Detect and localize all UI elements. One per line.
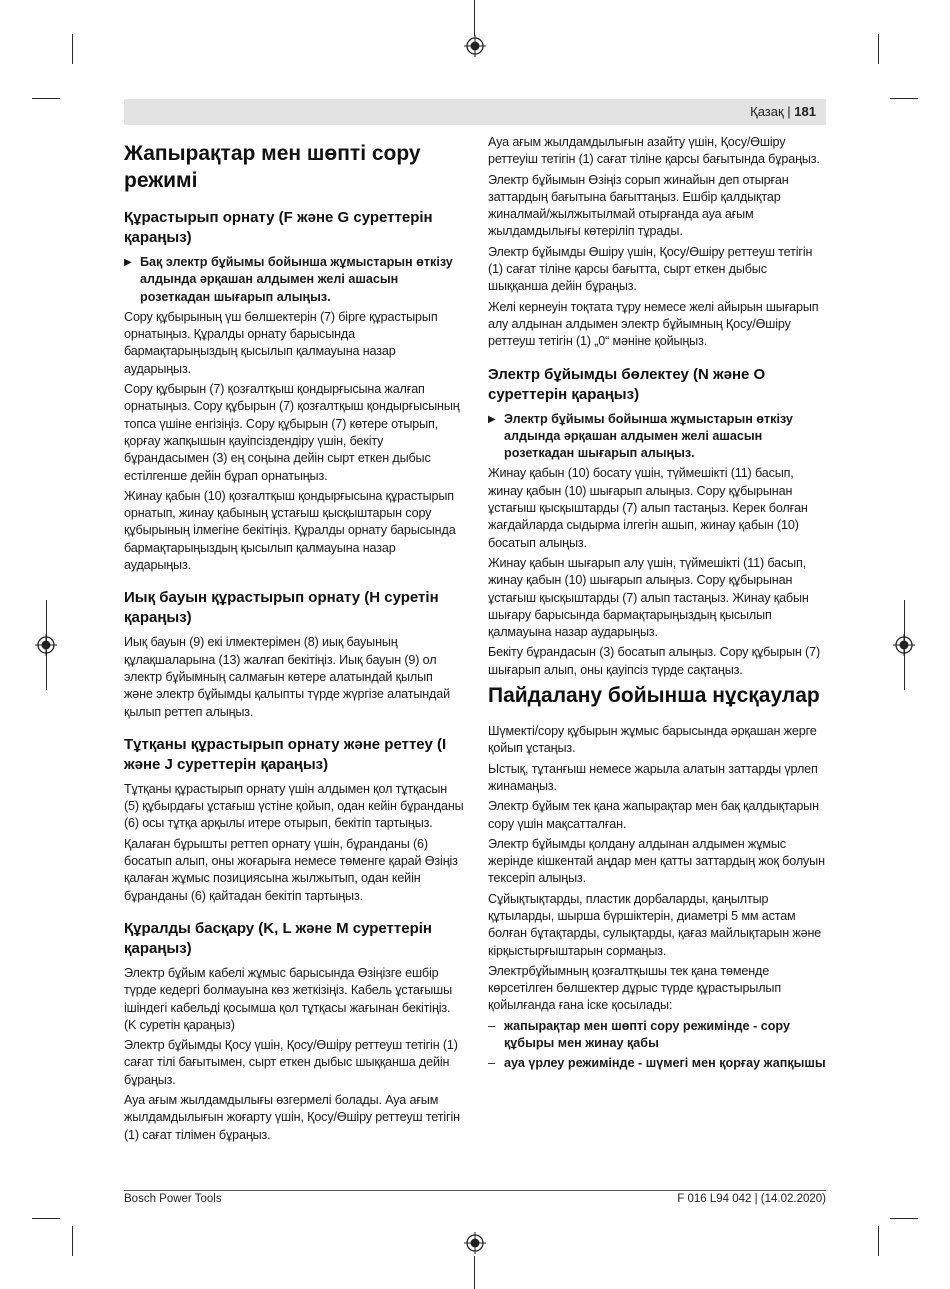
body-paragraph: Сору құбырының үш бөлшектерін (7) бірге құрастырып орнатыңыз. Құралды орнату барысында бармақтарыңыздың қысылып қалмауына назар аударыңыз. [124, 309, 438, 376]
registration-mark-icon [35, 634, 57, 656]
body-paragraph: Тұтқаны құрастырып орнату үшін алдымен қол тұтқасын (5) құбырдағы ұстағыш үстіне қойып, одан кейін бұранданы (6) осы тұтқа арқылы итере отырып, бекітіп тартыңыз. [124, 781, 464, 831]
page-header [124, 99, 826, 125]
body-paragraph: Сұйықтықтарды, пластик дорбаларды, қаңылтыр құтыларды, шырша бүршіктерін, диаметрі 5 мм астам болған бұтақтарды, сулықтарды, қағаз майлықтарын және кірқыстырғыштарын сормаңыз. [488, 891, 822, 958]
right-column [488, 134, 828, 1075]
dash-list-item [488, 1018, 828, 1053]
header-text: Қазақ | 181 [750, 104, 816, 119]
body-paragraph: Электр бұйымын Өзіңіз сорып жинайын деп отырған заттардың бағытына бағыттаңыз. Ешбір қалдықтар жиналмай/жылжытылмай отырғанда ауа ағым жылдамдылығы көтеріліп тұрады. [488, 172, 789, 239]
dash-list-item [488, 1055, 828, 1072]
section-heading: Пайдалану бойынша нұсқаулар [488, 684, 820, 708]
crop-mark [878, 34, 879, 64]
warning-item [488, 411, 828, 463]
body-paragraph: Жинау қабын (10) қозғалтқыш қондырғысына құрастырып орнатып, жинау қабының ұстағыш қысқыштарын сору құбырының ілмегіне бекітіңіз. Құралды орнату барысында бармақтарыңыздың қысылып қалмауына назар аударыңыз. [124, 488, 456, 573]
crop-mark [72, 34, 73, 64]
body-paragraph: Электр бұйымды Қосу үшін, Қосу/Өшіру реттеуш тетігін (1) сағат тілі бағытымен, сырт еткен дыбыс шыққанша дейін бұраңыз. [124, 1038, 458, 1087]
body-paragraph: Желі кернеуін тоқтата тұру немесе желі айырын шығарып алу алдынан алдымен электр бұйымның Қосу/Өшіру реттеуш тетігін (1) „0“ мәніне қойыңыз. [488, 299, 819, 349]
body-paragraph: Жинау қабын (10) босату үшін, түймешікті (11) басып, жинау қабын (10) шығарып алыңыз. Сору құбырынан ұстағыш қысқыштарды (7) алып тастаңыз. Керек болған жағдайларда сыдырма ілгегін ашып, жинау қабын (10) босатып алыңыз. [488, 466, 808, 550]
dash-bullet-icon: – [488, 1018, 496, 1033]
body-paragraph: Электр бұйым тек қана жапырақтар мен бақ қалдықтарын сору үшін мақсатталған. [488, 799, 819, 831]
footer-doc-id: F 016 L94 042 | (14.02.2020) [677, 1193, 826, 1205]
dash-bullet-icon: – [488, 1056, 496, 1071]
subsection-heading: Тұтқаны құрастырып орнату және реттеу (I және J суреттерін қараңыз) [124, 735, 447, 773]
header-language: Қазақ [750, 104, 784, 119]
body-paragraph: Электр бұйым кабелі жұмыс барысында Өзіңізге ешбір түрде кедергі болмауына көз жеткізіңіз. Кабель ұстағышы ішіндегі кабельді қосымша қол тұтқасы жағынан бекітіңіз. (K суретін қараңыз) [124, 965, 453, 1032]
crop-mark [890, 1218, 918, 1219]
footer-brand: Bosch Power Tools [124, 1193, 222, 1205]
subsection-heading: Құрастырып орнату (F және G суреттерін қараңыз) [124, 209, 433, 246]
body-paragraph: Электр бұйымды Өшіру үшін, Қосу/Өшіру реттеуш тетігін (1) сағат тіліне қарсы бағытта, сырт еткен дыбыс шыққанша дейін бұраңыз. [488, 244, 813, 294]
body-paragraph: Электрбұйымның қозғалтқышы тек қана төменде көрсетілген бөлшектер дұрыс түрде құрастырылып қойылғанда ғана іске қосылады: [488, 963, 781, 1013]
body-paragraph: Сору құбырын (7) қозғалтқыш қондырғысына жалғап орнатыңыз. Сору құбырын (7) қозғалтқыш қондырғысының топса үшіне енгізіңіз. Сору құбырын (7) көтере отырып, қорғау жапқышын қауіпсіздендіру үшін, бекіту бұрандасымен (3) ең соңына дейін сырт еткен дыбыс естілгенше дейін бұрап орнатыңыз. [124, 382, 460, 483]
list-item-text: жапырақтар мен шөпті сору режимінде - сору құбыры мен жинау қабы [504, 1018, 790, 1051]
body-paragraph: Электр бұйымды қолдану алдынан алдымен жұмыс жерінде кішкентай аңдар мен қатты заттардың жоқ болуын тексеріп алыңыз. [488, 836, 825, 886]
body-paragraph: Шүмекті/сору құбырын жұмыс барысында әрқашан жерге қойып ұстаңыз. [488, 724, 817, 756]
subsection-heading: Құралды басқару (K, L және M суреттерін қараңыз) [124, 919, 432, 957]
crop-mark [474, 1256, 475, 1289]
warning-text: Бақ электр бұйымы бойынша жұмыстарын өткізу алдында әрқашан алдымен желі ашасын розеткадан шығарып алыңыз. [140, 255, 453, 304]
body-paragraph: Иық бауын (9) екі ілмектерімен (8) иық бауының құлақшаларына (13) жалғап бекітіңіз. Иық бауын (9) ол электр бұйымның салмағын көтере алатындай қылып және электр бұйымды қалыпты түрде жүргізе алатындай қылып реттеп алыңыз. [124, 635, 450, 719]
warning-item [124, 254, 464, 306]
subsection-heading: Электр бұйымды бөлектеу (N және O суреттерін қараңыз) [488, 365, 766, 403]
crop-mark [32, 98, 60, 99]
body-paragraph: Ауа ағым жылдамдылығын азайту үшін, Қосу/Өшіру реттеуіш тетігін (1) сағат тіліне қарсы бағытында бұраңыз. [488, 135, 820, 167]
left-column [124, 140, 464, 1147]
crop-mark [474, 0, 475, 36]
registration-mark-icon [464, 35, 486, 57]
body-paragraph: Жинау қабын шығарып алу үшін, түймешікті (11) басып, жинау қабын (10) шығарып алыңыз. Сору құбырынан ұстағыш қысқыштарды (7) алып тастаңыз. Жинау қабын шығару барысында бармақтарыңыздың қысылып қалмауына назар аударыңыз. [488, 555, 809, 640]
section-heading: Жапырақтар мен шөпті сору режимі [124, 142, 421, 192]
crop-mark [32, 1218, 60, 1219]
crop-mark [72, 1226, 73, 1256]
registration-mark-icon [893, 634, 915, 656]
list-item-text: ауа үрлеу режимінде - шүмегі мен қорғау жапқышы [504, 1056, 826, 1071]
triangle-bullet-icon: ▶ [488, 413, 496, 425]
crop-mark [878, 1226, 879, 1256]
warning-text: Электр бұйымы бойынша жұмыстарын өткізу алдында әрқашан алдымен желі ашасын розеткадан шығарып алыңыз. [504, 411, 793, 461]
footer-rule [124, 1190, 826, 1191]
registration-mark-icon [464, 1232, 486, 1254]
body-paragraph: Ыстық, тұтанғыш немесе жарыла алатын заттарды үрлеп жинамаңыз. [488, 761, 818, 793]
body-paragraph: Ауа ағым жылдамдылығы өзгермелі болады. Ауа ағым жылдамдылығын жоғарту үшін, Қосу/Өшіру реттеуш тетігін (1) сағат тілімен бұраңыз. [124, 1092, 460, 1142]
page-number: 181 [794, 104, 816, 119]
body-paragraph: Қалаған бұрышты реттеп орнату үшін, бұранданы (6) босатып алып, оны жоғарыға немесе төменге қарай Өзіңіз қалаған жұмыс позициясына жылжытып, одан кейін бұранданы (6) қайтадан бекітіп тартыңыз. [124, 836, 458, 903]
subsection-heading: Иық бауын құрастырып орнату (H суретін қараңыз) [124, 589, 439, 627]
triangle-bullet-icon: ▶ [124, 257, 132, 268]
crop-mark [890, 98, 918, 99]
body-paragraph: Бекіту бұрандасын (3) босатып алыңыз. Сору құбырын (7) шығарып алып, оны қауіпсіз түрде сақтаңыз. [488, 645, 820, 677]
